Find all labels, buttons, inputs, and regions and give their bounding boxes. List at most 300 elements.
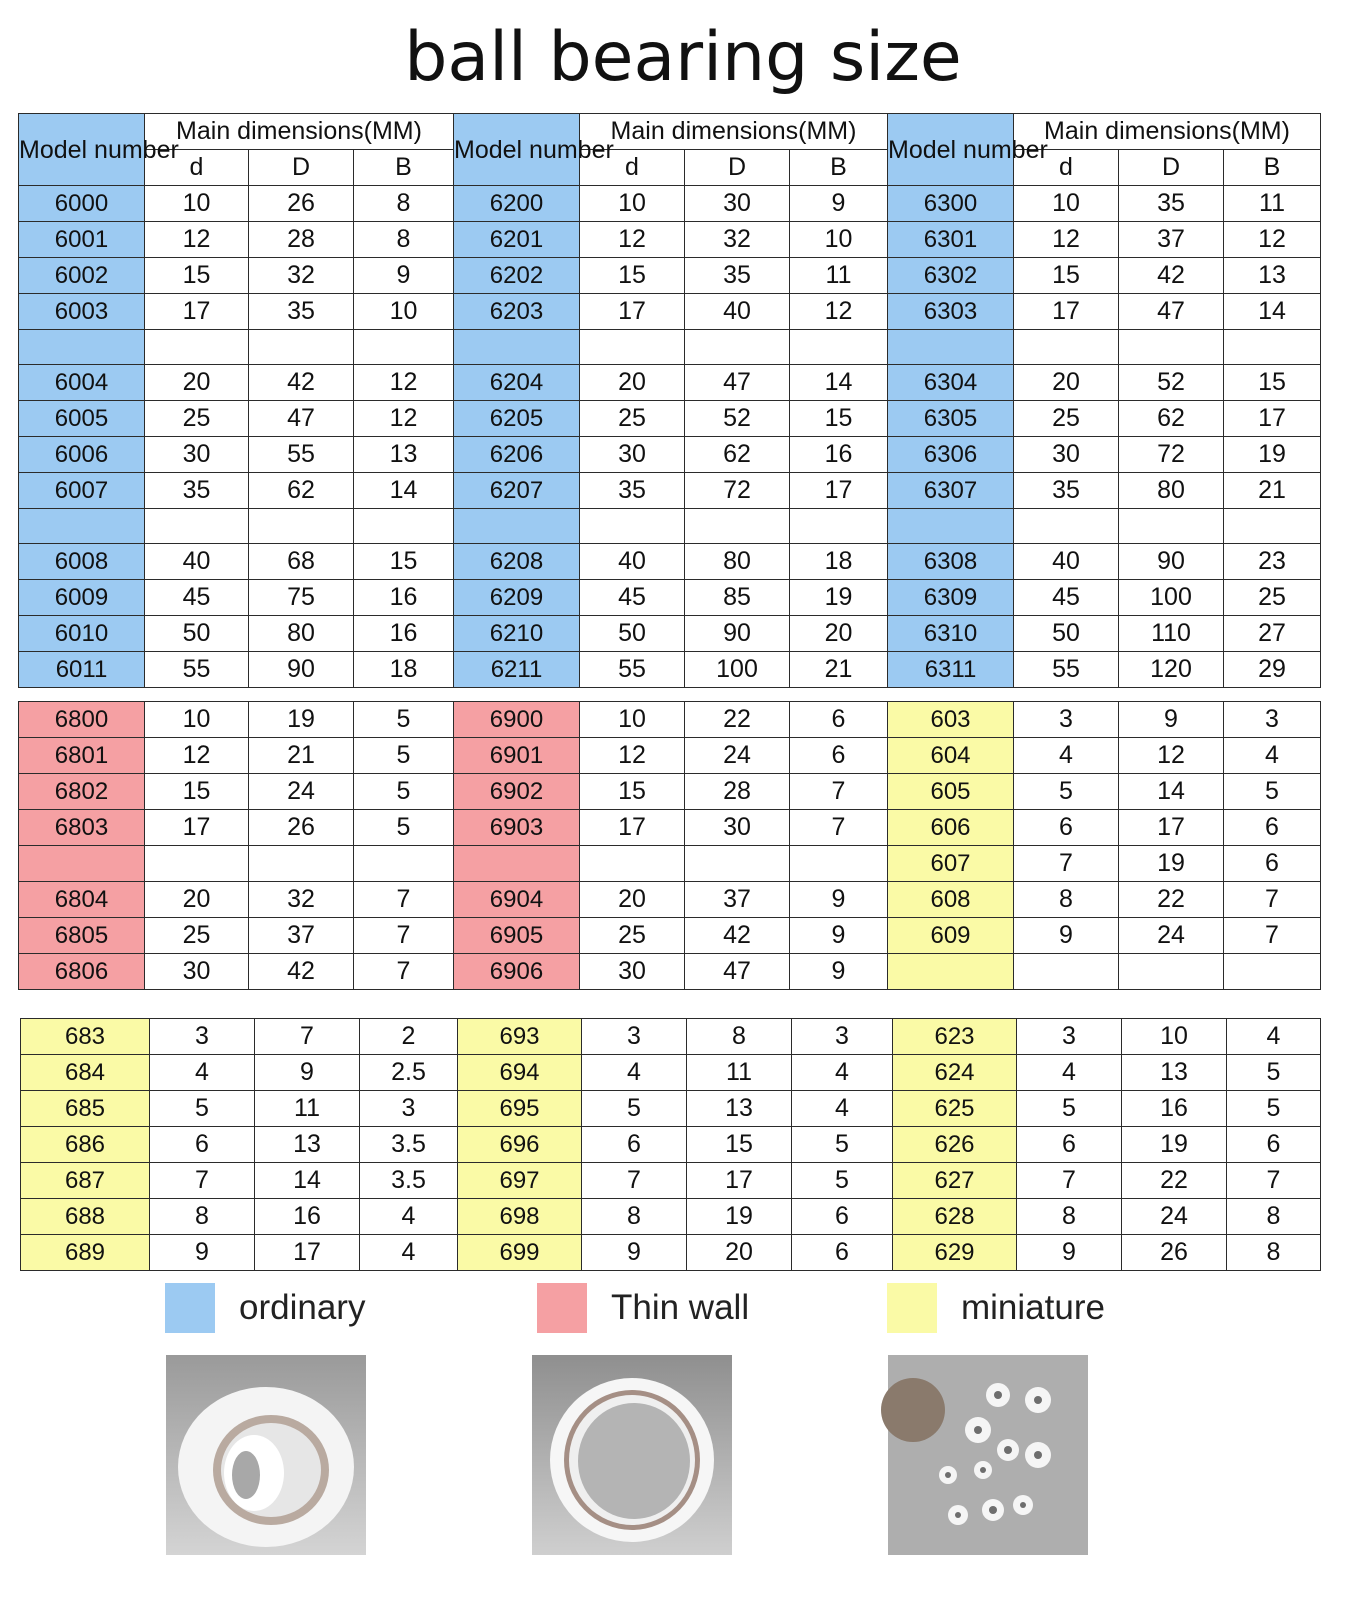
model-number-cell: 687: [21, 1163, 150, 1199]
model-number-cell: 6801: [19, 738, 145, 774]
outer-diameter-cell: 15: [687, 1127, 792, 1163]
width-cell: 19: [1224, 437, 1321, 473]
header-row-sub: [19, 150, 1321, 186]
inner-diameter-cell: 7: [150, 1163, 255, 1199]
inner-diameter-cell: 30: [1014, 437, 1119, 473]
outer-diameter-cell: 42: [249, 365, 354, 401]
outer-diameter-cell: 17: [1119, 810, 1224, 846]
outer-diameter-cell: 62: [685, 437, 790, 473]
model-number-cell: 6210: [454, 616, 580, 652]
model-number-cell: 694: [458, 1055, 582, 1091]
outer-diameter-cell: 12: [1119, 738, 1224, 774]
outer-diameter-cell: 22: [685, 702, 790, 738]
column-D-header: D: [249, 150, 354, 186]
width-cell: 9: [790, 882, 888, 918]
table-row: [19, 294, 1321, 330]
model-number-cell: 6805: [19, 918, 145, 954]
width-cell: 16: [354, 616, 454, 652]
legend-label: Thin wall: [611, 1288, 750, 1327]
table-row: [19, 846, 1321, 882]
outer-diameter-cell: 47: [685, 954, 790, 990]
outer-diameter-cell: 100: [685, 652, 790, 688]
width-cell: 6: [792, 1199, 893, 1235]
table-row: [19, 222, 1321, 258]
outer-diameter-cell: [685, 330, 790, 365]
inner-diameter-cell: 12: [145, 738, 249, 774]
width-cell: 20: [790, 616, 888, 652]
inner-diameter-cell: 45: [1014, 580, 1119, 616]
width-cell: 29: [1224, 652, 1321, 688]
outer-diameter-cell: [1119, 954, 1224, 990]
model-number-cell: 6206: [454, 437, 580, 473]
width-cell: 5: [354, 774, 454, 810]
inner-diameter-cell: 20: [145, 365, 249, 401]
width-cell: 8: [354, 186, 454, 222]
model-number-cell: 6003: [19, 294, 145, 330]
model-number-cell: 697: [458, 1163, 582, 1199]
legend-ordinary: [165, 1283, 365, 1333]
inner-diameter-cell: 30: [145, 437, 249, 473]
inner-diameter-cell: 30: [145, 954, 249, 990]
outer-diameter-cell: 9: [1119, 702, 1224, 738]
model-number-cell: 6804: [19, 882, 145, 918]
inner-diameter-cell: 9: [150, 1235, 255, 1271]
inner-diameter-cell: [1014, 330, 1119, 365]
outer-diameter-cell: 24: [1122, 1199, 1227, 1235]
model-number-cell: [888, 509, 1014, 544]
inner-diameter-cell: 6: [1017, 1127, 1122, 1163]
outer-diameter-cell: 72: [685, 473, 790, 509]
table-row: [19, 774, 1321, 810]
width-cell: 4: [360, 1199, 458, 1235]
outer-diameter-cell: 11: [687, 1055, 792, 1091]
model-number-cell: 696: [458, 1127, 582, 1163]
table-row: [19, 810, 1321, 846]
width-cell: 12: [790, 294, 888, 330]
model-number-cell: 6208: [454, 544, 580, 580]
inner-diameter-cell: 30: [580, 437, 685, 473]
table-row: [19, 258, 1321, 294]
model-number-cell: 6006: [19, 437, 145, 473]
outer-diameter-cell: 37: [1119, 222, 1224, 258]
outer-diameter-cell: 120: [1119, 652, 1224, 688]
inner-diameter-cell: 20: [145, 882, 249, 918]
inner-diameter-cell: 6: [1014, 810, 1119, 846]
inner-diameter-cell: 35: [580, 473, 685, 509]
model-number-cell: 698: [458, 1199, 582, 1235]
page-title: ball bearing size: [404, 18, 962, 97]
outer-diameter-cell: 90: [685, 616, 790, 652]
table-row: [19, 365, 1321, 401]
model-number-cell: 6201: [454, 222, 580, 258]
outer-diameter-cell: 37: [685, 882, 790, 918]
outer-diameter-cell: 13: [687, 1091, 792, 1127]
width-cell: 3.5: [360, 1163, 458, 1199]
model-number-cell: 605: [888, 774, 1014, 810]
inner-diameter-cell: 12: [145, 222, 249, 258]
width-cell: 4: [1224, 738, 1321, 774]
main-dimensions-header: Main dimensions(MM): [580, 114, 888, 150]
model-number-cell: 604: [888, 738, 1014, 774]
inner-diameter-cell: 4: [582, 1055, 687, 1091]
width-cell: [1224, 954, 1321, 990]
model-number-cell: 6005: [19, 401, 145, 437]
column-D-header: D: [685, 150, 790, 186]
width-cell: 7: [354, 954, 454, 990]
table-row: [19, 882, 1321, 918]
inner-diameter-cell: 15: [145, 258, 249, 294]
inner-diameter-cell: 25: [580, 401, 685, 437]
width-cell: 9: [354, 258, 454, 294]
outer-diameter-cell: 100: [1119, 580, 1224, 616]
inner-diameter-cell: 4: [150, 1055, 255, 1091]
width-cell: 14: [354, 473, 454, 509]
inner-diameter-cell: 12: [1014, 222, 1119, 258]
ordinary-bearing-photo: [166, 1355, 366, 1555]
table-row: [19, 401, 1321, 437]
model-number-cell: 683: [21, 1019, 150, 1055]
outer-diameter-cell: 75: [249, 580, 354, 616]
model-number-cell: 6901: [454, 738, 580, 774]
outer-diameter-cell: 47: [685, 365, 790, 401]
width-cell: 17: [1224, 401, 1321, 437]
width-cell: 3: [360, 1091, 458, 1127]
inner-diameter-cell: 10: [580, 186, 685, 222]
outer-diameter-cell: 32: [249, 882, 354, 918]
inner-diameter-cell: [580, 330, 685, 365]
inner-diameter-cell: [145, 846, 249, 882]
miniature-bearing-table: [20, 1018, 1321, 1271]
outer-diameter-cell: 42: [685, 918, 790, 954]
outer-diameter-cell: 19: [1122, 1127, 1227, 1163]
width-cell: 16: [354, 580, 454, 616]
column-B-header: B: [1224, 150, 1321, 186]
outer-diameter-cell: 42: [249, 954, 354, 990]
model-number-cell: 6900: [454, 702, 580, 738]
width-cell: 7: [1224, 882, 1321, 918]
outer-diameter-cell: 40: [685, 294, 790, 330]
outer-diameter-cell: 24: [249, 774, 354, 810]
model-number-cell: 6309: [888, 580, 1014, 616]
inner-diameter-cell: 17: [145, 810, 249, 846]
column-B-header: B: [790, 150, 888, 186]
table-row: [19, 473, 1321, 509]
width-cell: 10: [790, 222, 888, 258]
width-cell: 9: [790, 186, 888, 222]
width-cell: 6: [1224, 810, 1321, 846]
outer-diameter-cell: 30: [685, 186, 790, 222]
width-cell: 12: [354, 401, 454, 437]
width-cell: 7: [790, 774, 888, 810]
width-cell: 3.5: [360, 1127, 458, 1163]
main-dimensions-header: Main dimensions(MM): [1014, 114, 1321, 150]
model-number-cell: 689: [21, 1235, 150, 1271]
outer-diameter-cell: 47: [249, 401, 354, 437]
table-row: [19, 918, 1321, 954]
model-number-cell: 6904: [454, 882, 580, 918]
outer-diameter-cell: 62: [1119, 401, 1224, 437]
outer-diameter-cell: 90: [249, 652, 354, 688]
inner-diameter-cell: 20: [580, 365, 685, 401]
model-number-cell: [454, 509, 580, 544]
width-cell: 6: [790, 738, 888, 774]
table-row: [21, 1055, 1321, 1091]
model-number-cell: 6806: [19, 954, 145, 990]
width-cell: 2: [360, 1019, 458, 1055]
inner-diameter-cell: 12: [580, 222, 685, 258]
outer-diameter-cell: 24: [1119, 918, 1224, 954]
outer-diameter-cell: 47: [1119, 294, 1224, 330]
model-number-cell: 6903: [454, 810, 580, 846]
width-cell: 7: [1227, 1163, 1321, 1199]
model-number-cell: 6211: [454, 652, 580, 688]
width-cell: 15: [790, 401, 888, 437]
model-number-cell: 693: [458, 1019, 582, 1055]
model-number-header: Model number: [19, 114, 145, 186]
inner-diameter-cell: 15: [580, 258, 685, 294]
thin-wall-bearing-table: [18, 701, 1321, 990]
outer-diameter-cell: 16: [1122, 1091, 1227, 1127]
width-cell: 6: [1227, 1127, 1321, 1163]
inner-diameter-cell: 8: [582, 1199, 687, 1235]
inner-diameter-cell: 15: [145, 774, 249, 810]
outer-diameter-cell: [249, 330, 354, 365]
width-cell: 5: [1224, 774, 1321, 810]
inner-diameter-cell: 50: [580, 616, 685, 652]
model-number-cell: 686: [21, 1127, 150, 1163]
inner-diameter-cell: 3: [1014, 702, 1119, 738]
width-cell: 4: [792, 1091, 893, 1127]
inner-diameter-cell: 5: [150, 1091, 255, 1127]
outer-diameter-cell: 14: [255, 1163, 360, 1199]
model-number-cell: 6011: [19, 652, 145, 688]
model-number-cell: 6308: [888, 544, 1014, 580]
model-number-cell: 6207: [454, 473, 580, 509]
table-row: [21, 1163, 1321, 1199]
width-cell: 21: [1224, 473, 1321, 509]
width-cell: 5: [354, 702, 454, 738]
outer-diameter-cell: 14: [1119, 774, 1224, 810]
model-number-cell: 6803: [19, 810, 145, 846]
table-row: [19, 330, 1321, 365]
table-row: [21, 1127, 1321, 1163]
width-cell: 7: [354, 882, 454, 918]
model-number-cell: [888, 330, 1014, 365]
outer-diameter-cell: 16: [255, 1199, 360, 1235]
model-number-cell: 627: [893, 1163, 1017, 1199]
model-number-cell: 609: [888, 918, 1014, 954]
inner-diameter-cell: 45: [145, 580, 249, 616]
model-number-cell: 6010: [19, 616, 145, 652]
column-d-header: d: [580, 150, 685, 186]
width-cell: 8: [354, 222, 454, 258]
legend-label: miniature: [961, 1288, 1105, 1327]
model-number-cell: [19, 846, 145, 882]
outer-diameter-cell: 24: [685, 738, 790, 774]
model-number-cell: 6906: [454, 954, 580, 990]
table-row: [19, 509, 1321, 544]
model-number-cell: 6300: [888, 186, 1014, 222]
model-number-cell: 6001: [19, 222, 145, 258]
width-cell: 12: [1224, 222, 1321, 258]
main-dimensions-header: Main dimensions(MM): [145, 114, 454, 150]
inner-diameter-cell: 9: [1014, 918, 1119, 954]
width-cell: 25: [1224, 580, 1321, 616]
inner-diameter-cell: 7: [1017, 1163, 1122, 1199]
model-number-cell: 6310: [888, 616, 1014, 652]
model-number-cell: [19, 509, 145, 544]
model-number-cell: [454, 330, 580, 365]
model-number-cell: 6008: [19, 544, 145, 580]
inner-diameter-cell: 7: [582, 1163, 687, 1199]
inner-diameter-cell: [1014, 954, 1119, 990]
table-row: [21, 1019, 1321, 1055]
outer-diameter-cell: 62: [249, 473, 354, 509]
model-number-cell: 6902: [454, 774, 580, 810]
inner-diameter-cell: 17: [145, 294, 249, 330]
outer-diameter-cell: 85: [685, 580, 790, 616]
model-number-cell: 6307: [888, 473, 1014, 509]
model-number-cell: 625: [893, 1091, 1017, 1127]
width-cell: 3: [1224, 702, 1321, 738]
model-number-cell: 6802: [19, 774, 145, 810]
table-row: [19, 616, 1321, 652]
table-row: [21, 1199, 1321, 1235]
inner-diameter-cell: 10: [1014, 186, 1119, 222]
model-number-cell: 6002: [19, 258, 145, 294]
inner-diameter-cell: [580, 846, 685, 882]
outer-diameter-cell: 68: [249, 544, 354, 580]
outer-diameter-cell: 17: [255, 1235, 360, 1271]
model-number-cell: [888, 954, 1014, 990]
width-cell: 4: [792, 1055, 893, 1091]
table-row: [19, 580, 1321, 616]
inner-diameter-cell: 35: [1014, 473, 1119, 509]
inner-diameter-cell: 4: [1014, 738, 1119, 774]
inner-diameter-cell: 10: [145, 702, 249, 738]
inner-diameter-cell: 12: [580, 738, 685, 774]
width-cell: 18: [790, 544, 888, 580]
width-cell: 7: [354, 918, 454, 954]
outer-diameter-cell: 13: [1122, 1055, 1227, 1091]
ordinary-bearing-table: [18, 113, 1321, 688]
width-cell: 11: [790, 258, 888, 294]
inner-diameter-cell: 20: [1014, 365, 1119, 401]
inner-diameter-cell: 17: [1014, 294, 1119, 330]
model-number-cell: [454, 846, 580, 882]
model-number-cell: 699: [458, 1235, 582, 1271]
inner-diameter-cell: 40: [580, 544, 685, 580]
inner-diameter-cell: 25: [580, 918, 685, 954]
width-cell: [1224, 509, 1321, 544]
inner-diameter-cell: 15: [580, 774, 685, 810]
width-cell: 5: [354, 738, 454, 774]
outer-diameter-cell: [1119, 509, 1224, 544]
model-number-cell: 6007: [19, 473, 145, 509]
model-number-cell: 6306: [888, 437, 1014, 473]
model-number-cell: 6200: [454, 186, 580, 222]
outer-diameter-cell: 28: [685, 774, 790, 810]
outer-diameter-cell: [685, 509, 790, 544]
model-number-cell: 6009: [19, 580, 145, 616]
table-row: [19, 544, 1321, 580]
model-number-cell: 629: [893, 1235, 1017, 1271]
ordinary-swatch: [165, 1283, 215, 1333]
width-cell: 6: [792, 1235, 893, 1271]
width-cell: 4: [360, 1235, 458, 1271]
width-cell: 17: [790, 473, 888, 509]
width-cell: [790, 509, 888, 544]
width-cell: 13: [354, 437, 454, 473]
outer-diameter-cell: 20: [687, 1235, 792, 1271]
width-cell: 16: [790, 437, 888, 473]
outer-diameter-cell: 80: [1119, 473, 1224, 509]
outer-diameter-cell: 19: [249, 702, 354, 738]
width-cell: 15: [1224, 365, 1321, 401]
outer-diameter-cell: 13: [255, 1127, 360, 1163]
model-number-cell: 623: [893, 1019, 1017, 1055]
outer-diameter-cell: 17: [687, 1163, 792, 1199]
outer-diameter-cell: 28: [249, 222, 354, 258]
column-D-header: D: [1119, 150, 1224, 186]
model-number-cell: 688: [21, 1199, 150, 1235]
width-cell: 8: [1227, 1235, 1321, 1271]
width-cell: [354, 846, 454, 882]
inner-diameter-cell: 5: [1014, 774, 1119, 810]
model-number-cell: 6203: [454, 294, 580, 330]
inner-diameter-cell: 3: [150, 1019, 255, 1055]
width-cell: 9: [790, 954, 888, 990]
width-cell: 7: [1224, 918, 1321, 954]
width-cell: 13: [1224, 258, 1321, 294]
inner-diameter-cell: 5: [582, 1091, 687, 1127]
model-number-cell: 6905: [454, 918, 580, 954]
model-number-header: Model number: [454, 114, 580, 186]
inner-diameter-cell: 45: [580, 580, 685, 616]
width-cell: 12: [354, 365, 454, 401]
outer-diameter-cell: [685, 846, 790, 882]
inner-diameter-cell: 10: [145, 186, 249, 222]
table-row: [19, 954, 1321, 990]
outer-diameter-cell: 8: [687, 1019, 792, 1055]
model-number-cell: 626: [893, 1127, 1017, 1163]
outer-diameter-cell: 37: [249, 918, 354, 954]
model-number-cell: 6301: [888, 222, 1014, 258]
header-row-main: [19, 114, 1321, 150]
model-number-cell: 606: [888, 810, 1014, 846]
table-row: [19, 702, 1321, 738]
table-row: [21, 1235, 1321, 1271]
miniature-swatch: [887, 1283, 937, 1333]
inner-diameter-cell: [1014, 509, 1119, 544]
column-B-header: B: [354, 150, 454, 186]
width-cell: 19: [790, 580, 888, 616]
inner-diameter-cell: [145, 330, 249, 365]
outer-diameter-cell: 22: [1122, 1163, 1227, 1199]
inner-diameter-cell: 50: [1014, 616, 1119, 652]
width-cell: 23: [1224, 544, 1321, 580]
inner-diameter-cell: 4: [1017, 1055, 1122, 1091]
outer-diameter-cell: [249, 509, 354, 544]
width-cell: [790, 846, 888, 882]
miniature-bearings-photo: [888, 1355, 1088, 1555]
outer-diameter-cell: 35: [1119, 186, 1224, 222]
inner-diameter-cell: 25: [145, 918, 249, 954]
model-number-cell: 6000: [19, 186, 145, 222]
model-number-cell: 6004: [19, 365, 145, 401]
outer-diameter-cell: 10: [1122, 1019, 1227, 1055]
inner-diameter-cell: 17: [580, 294, 685, 330]
